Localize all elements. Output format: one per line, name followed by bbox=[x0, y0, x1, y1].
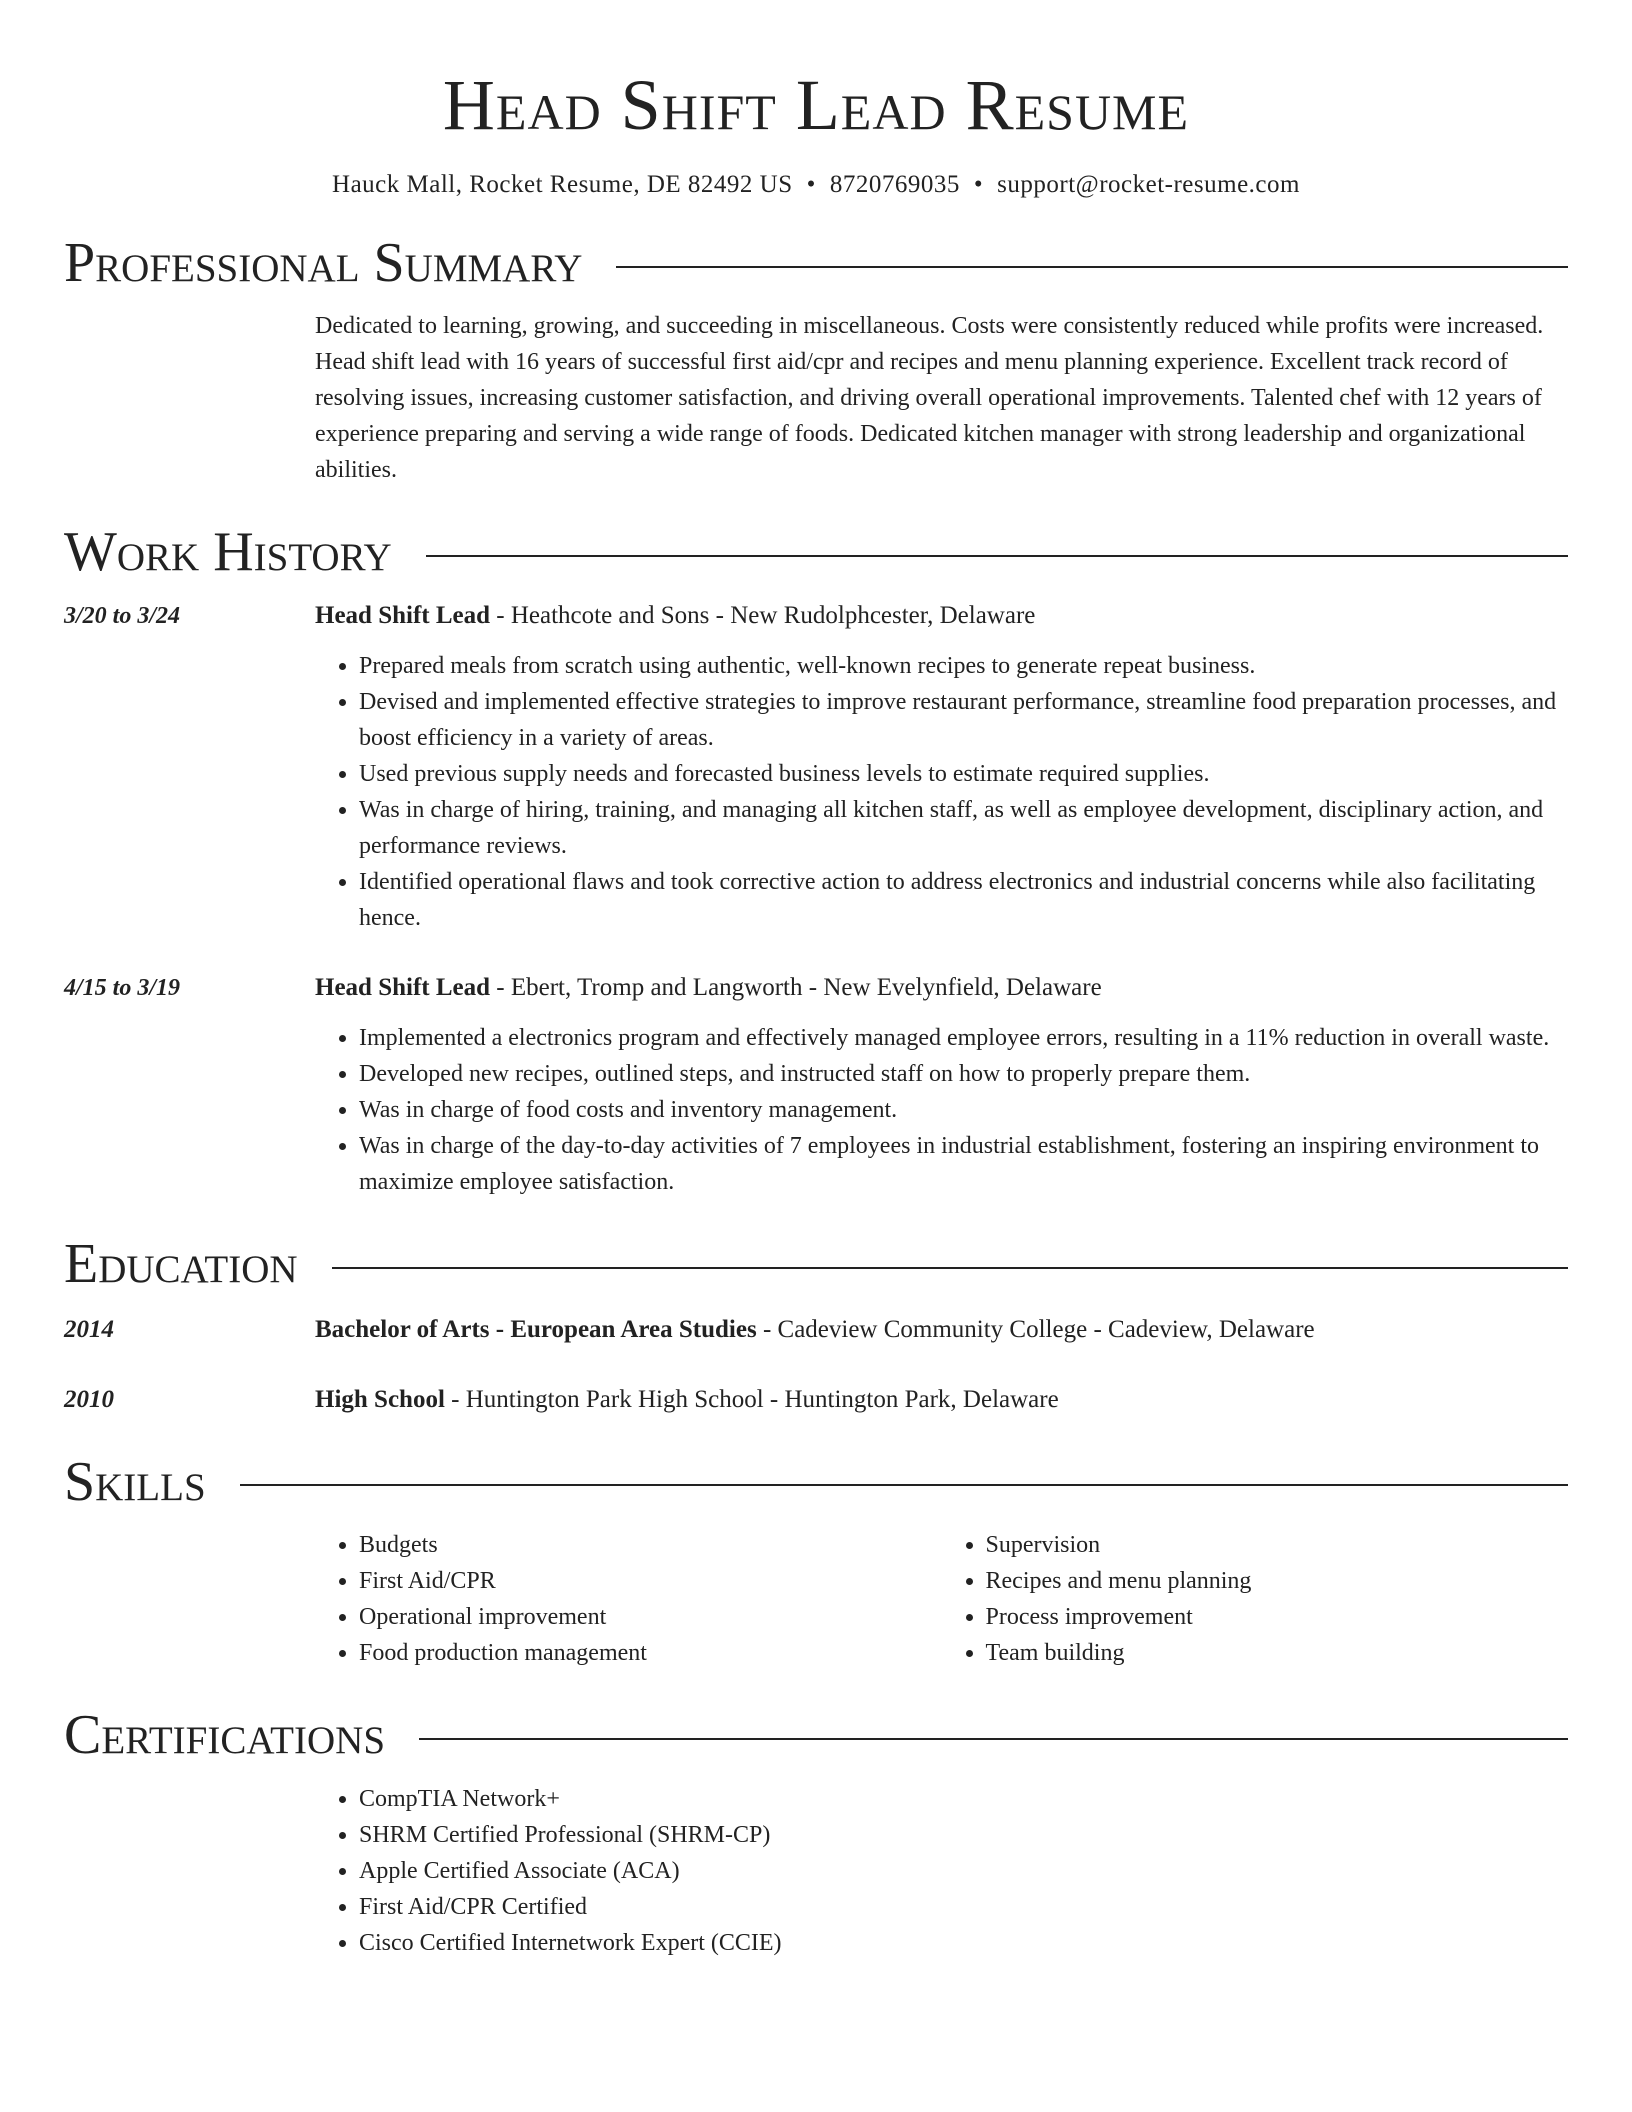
list-item: • Team building bbox=[986, 1635, 1569, 1671]
education-degree: Bachelor of Arts - European Area Studies bbox=[315, 1315, 757, 1343]
skills-list-right bbox=[942, 1527, 1569, 1671]
section-divider bbox=[240, 1484, 1568, 1486]
skills-list-left bbox=[315, 1527, 942, 1671]
section-title: Education bbox=[64, 1232, 298, 1295]
section-divider bbox=[332, 1267, 1568, 1269]
certifications-list bbox=[315, 1781, 1568, 1961]
job-details: - Heathcote and Sons - New Rudolphcester, Delaware bbox=[490, 601, 1036, 629]
list-item: • Was in charge of hiring, training, and managing all kitchen staff, as well as employee development, disciplinary action, and performance reviews. bbox=[359, 792, 1568, 864]
list-item: • Implemented a electronics program and effectively managed employee errors, resulting in a 11% reduction in overall waste. bbox=[359, 1020, 1568, 1056]
section-divider bbox=[616, 266, 1568, 268]
job-role: Head Shift Lead bbox=[315, 973, 491, 1001]
list-item: • Cisco Certified Internetwork Expert (CCIE) bbox=[359, 1925, 1568, 1961]
section-title: Work History bbox=[64, 521, 392, 584]
section-divider bbox=[426, 555, 1568, 557]
section-header-summary bbox=[64, 233, 1568, 295]
phone: 8720769035 bbox=[829, 170, 960, 198]
section-header-education bbox=[64, 1234, 1568, 1296]
list-item: • Operational improvement bbox=[359, 1599, 942, 1635]
job-dates: 3/20 to 3/24 bbox=[64, 602, 181, 629]
list-item: • Was in charge of the day-to-day activities of 7 employees in industrial establishment, fostering an inspiring environment to maximize employee satisfaction. bbox=[359, 1128, 1568, 1200]
address: Hauck Mall, Rocket Resume, DE 82492 US bbox=[332, 170, 793, 198]
job-role: Head Shift Lead bbox=[315, 601, 491, 629]
education-year: 2014 bbox=[64, 1315, 114, 1343]
list-item: • Was in charge of food costs and inventory management. bbox=[359, 1092, 1568, 1128]
list-item: • Identified operational flaws and took corrective action to address electronics and industrial concerns while also facilitating hence. bbox=[359, 864, 1568, 936]
section-title: Skills bbox=[64, 1450, 206, 1513]
separator: • bbox=[806, 170, 816, 198]
list-item: • CompTIA Network+ bbox=[359, 1781, 1568, 1817]
list-item: • Food production management bbox=[359, 1635, 942, 1671]
list-item: • SHRM Certified Professional (SHRM-CP) bbox=[359, 1817, 1568, 1853]
list-item: • Recipes and menu planning bbox=[986, 1563, 1569, 1599]
section-title: Professional Summary bbox=[64, 231, 583, 294]
skills-block bbox=[64, 1513, 1568, 1671]
summary-text: Dedicated to learning, growing, and succeeding in miscellaneous. Costs were consistently reduced while profits were increased. Head shift lead with 16 years of successful first aid/cpr and recipes and menu planning experience. Excellent track record of resolving issues, increasing customer satisfaction, and driving overall operational improvements. Talented chef with 12 years of experience preparing and serving a wide range of foods. Dedicated kitchen manager with strong leadership and organizational abilities. bbox=[315, 313, 1544, 484]
job-bullets bbox=[315, 648, 1568, 936]
job-dates: 4/15 to 3/19 bbox=[64, 974, 181, 1001]
list-item: • Devised and implemented effective strategies to improve restaurant performance, streamline food preparation processes, and boost efficiency in a variety of areas. bbox=[359, 684, 1568, 756]
list-item: • Apple Certified Associate (ACA) bbox=[359, 1853, 1568, 1889]
resume-title: Head Shift Lead Resume bbox=[442, 65, 1190, 145]
job-details: - Ebert, Tromp and Langworth - New Evelynfield, Delaware bbox=[490, 973, 1102, 1001]
certifications-block bbox=[64, 1767, 1568, 1961]
summary-block bbox=[64, 308, 1568, 488]
email: support@rocket-resume.com bbox=[997, 170, 1300, 198]
section-header-work-history bbox=[64, 522, 1568, 584]
list-item: • Prepared meals from scratch using authentic, well-known recipes to generate repeat business. bbox=[359, 648, 1568, 684]
list-item: • First Aid/CPR Certified bbox=[359, 1889, 1568, 1925]
job-bullets bbox=[315, 1020, 1568, 1200]
list-item: • Process improvement bbox=[986, 1599, 1569, 1635]
job-entry bbox=[64, 598, 1568, 936]
education-entry bbox=[64, 1382, 1568, 1418]
section-header-certifications bbox=[64, 1705, 1568, 1767]
section-header-skills bbox=[64, 1452, 1568, 1514]
list-item: • First Aid/CPR bbox=[359, 1563, 942, 1599]
contact-line bbox=[64, 171, 1568, 199]
education-degree: High School bbox=[315, 1385, 445, 1413]
list-item: • Supervision bbox=[986, 1527, 1569, 1563]
education-year: 2010 bbox=[64, 1385, 114, 1413]
list-item: • Budgets bbox=[359, 1527, 942, 1563]
list-item: • Developed new recipes, outlined steps, and instructed staff on how to properly prepare them. bbox=[359, 1056, 1568, 1092]
job-entry bbox=[64, 970, 1568, 1200]
separator: • bbox=[973, 170, 984, 198]
education-entry bbox=[64, 1312, 1568, 1348]
section-title: Certifications bbox=[64, 1704, 386, 1767]
education-details: - Cadeview Community College - Cadeview, Delaware bbox=[756, 1315, 1315, 1343]
list-item: • Used previous supply needs and forecasted business levels to estimate required supplies. bbox=[359, 756, 1568, 792]
education-details: - Huntington Park High School - Huntington Park, Delaware bbox=[444, 1385, 1059, 1413]
section-divider bbox=[419, 1738, 1568, 1740]
